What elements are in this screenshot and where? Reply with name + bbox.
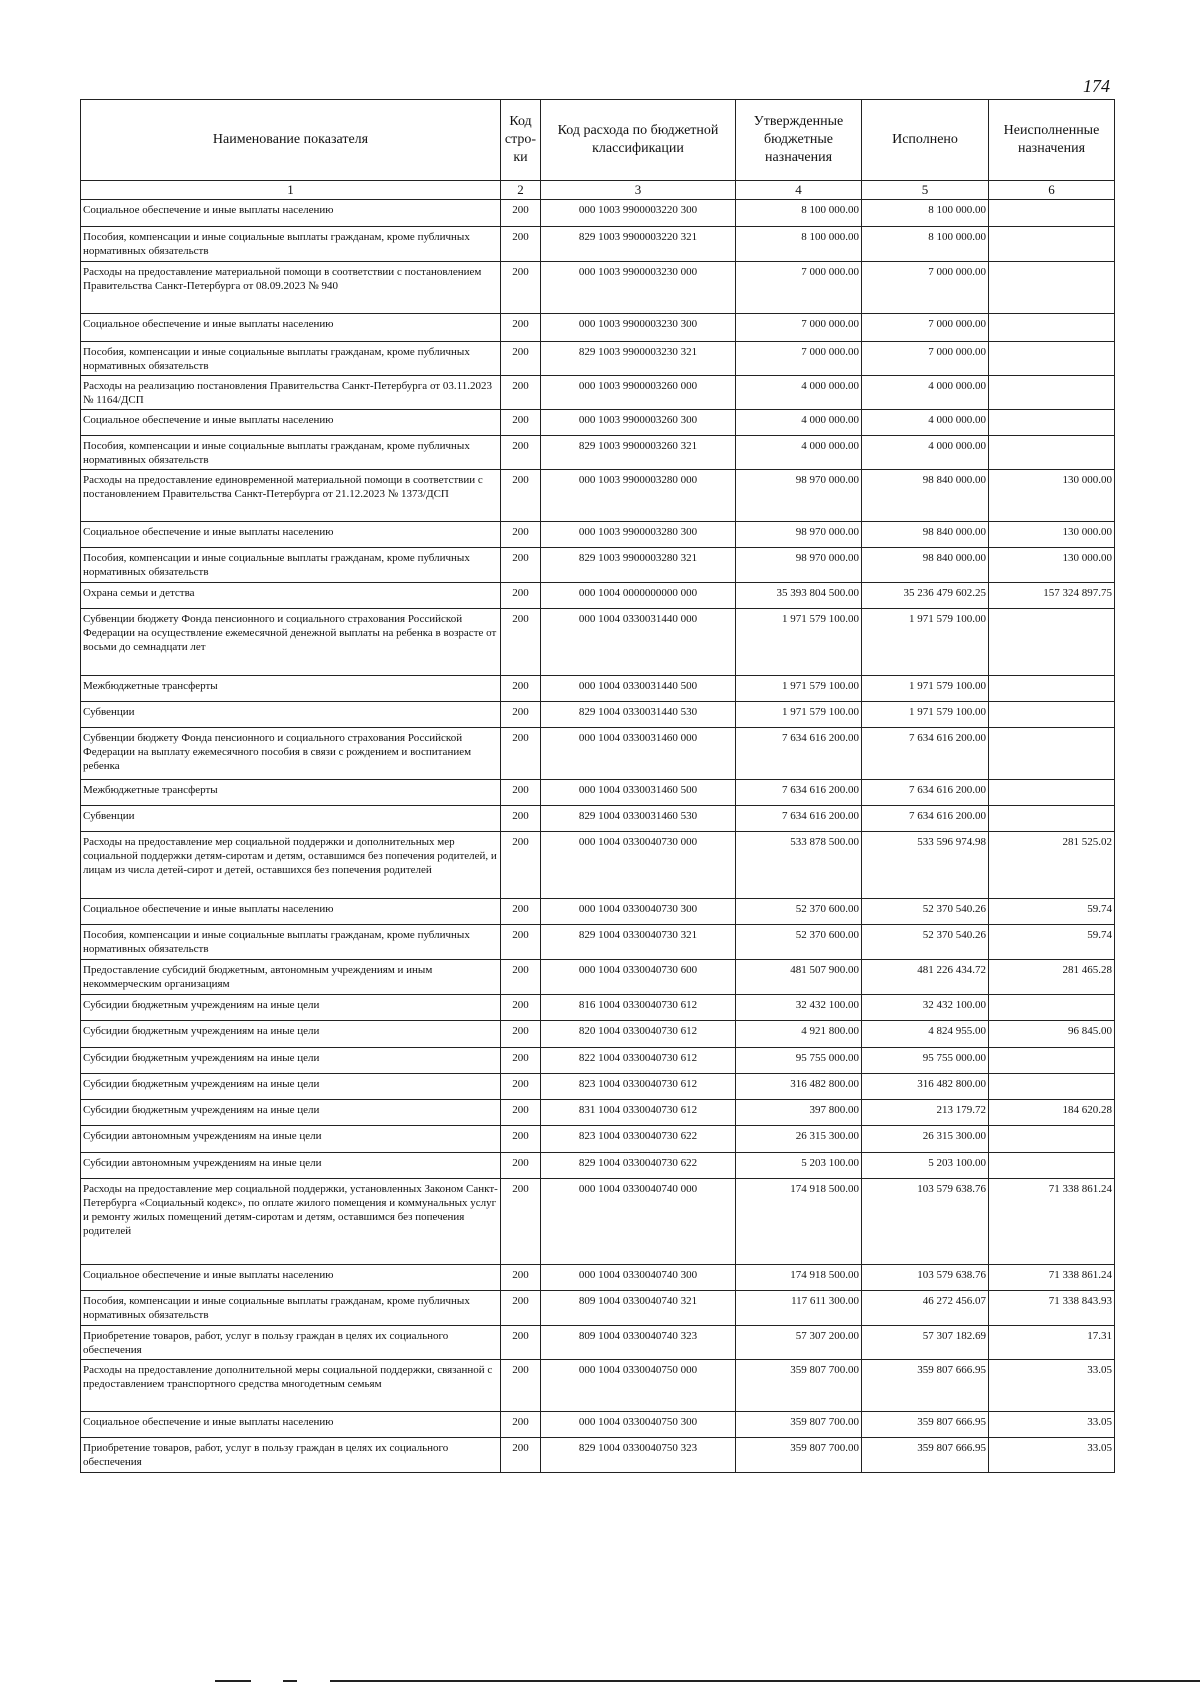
- approved-amount-cell: 32 432 100.00: [736, 995, 862, 1021]
- executed-amount-cell: 359 807 666.95: [862, 1360, 989, 1412]
- table-row: [81, 470, 1115, 522]
- column-number: 3: [541, 181, 736, 200]
- unexecuted-amount-cell: [989, 676, 1115, 702]
- approved-amount-cell: 7 634 616 200.00: [736, 806, 862, 832]
- line-code-cell: 200: [501, 436, 541, 470]
- budget-code-cell: 809 1004 0330040740 321: [541, 1291, 736, 1326]
- bottom-mark: [283, 1680, 297, 1682]
- executed-amount-cell: 57 307 182.69: [862, 1326, 989, 1360]
- executed-amount-cell: 481 226 434.72: [862, 960, 989, 995]
- unexecuted-amount-cell: 96 845.00: [989, 1021, 1115, 1048]
- table-row: [81, 676, 1115, 702]
- unexecuted-amount-cell: [989, 410, 1115, 436]
- line-code-cell: 200: [501, 1100, 541, 1126]
- unexecuted-amount-cell: [989, 200, 1115, 227]
- approved-amount-cell: 7 634 616 200.00: [736, 728, 862, 780]
- budget-code-cell: 000 1004 0330040730 000: [541, 832, 736, 899]
- column-number: 6: [989, 181, 1115, 200]
- bottom-rule: [330, 1680, 1200, 1682]
- indicator-name-cell: Межбюджетные трансферты: [81, 780, 501, 806]
- executed-amount-cell: 35 236 479 602.25: [862, 583, 989, 609]
- approved-amount-cell: 4 000 000.00: [736, 376, 862, 410]
- unexecuted-amount-cell: [989, 728, 1115, 780]
- approved-amount-cell: 7 000 000.00: [736, 262, 862, 314]
- budget-execution-table: [80, 99, 1115, 1473]
- header-approved: Утвержденные бюджетные назначения: [736, 100, 862, 181]
- table-row: [81, 995, 1115, 1021]
- line-code-cell: 200: [501, 200, 541, 227]
- unexecuted-amount-cell: [989, 436, 1115, 470]
- table-row: [81, 262, 1115, 314]
- line-code-cell: 200: [501, 925, 541, 960]
- header-unexecuted: Неисполненные назначения: [989, 100, 1115, 181]
- indicator-name-cell: Социальное обеспечение и иные выплаты населению: [81, 314, 501, 342]
- table-row: [81, 925, 1115, 960]
- executed-amount-cell: 52 370 540.26: [862, 899, 989, 925]
- budget-code-cell: 000 1004 0330040750 000: [541, 1360, 736, 1412]
- indicator-name-cell: Социальное обеспечение и иные выплаты населению: [81, 1412, 501, 1438]
- indicator-name-cell: Приобретение товаров, работ, услуг в пользу граждан в целях их социального обеспечения: [81, 1326, 501, 1360]
- budget-code-cell: 000 1003 9900003280 300: [541, 522, 736, 548]
- table-row: [81, 1412, 1115, 1438]
- executed-amount-cell: 4 000 000.00: [862, 410, 989, 436]
- approved-amount-cell: 8 100 000.00: [736, 227, 862, 262]
- budget-code-cell: 829 1004 0330040750 323: [541, 1438, 736, 1473]
- unexecuted-amount-cell: 33.05: [989, 1360, 1115, 1412]
- line-code-cell: 200: [501, 1153, 541, 1179]
- approved-amount-cell: 359 807 700.00: [736, 1438, 862, 1473]
- indicator-name-cell: Расходы на предоставление дополнительной меры социальной поддержки, связанной с предоставлением транспортного средства многодетным семьям: [81, 1360, 501, 1412]
- budget-code-cell: 816 1004 0330040730 612: [541, 995, 736, 1021]
- line-code-cell: 200: [501, 899, 541, 925]
- line-code-cell: 200: [501, 728, 541, 780]
- budget-code-cell: 829 1004 0330040730 622: [541, 1153, 736, 1179]
- table-header-row: [81, 100, 1115, 181]
- unexecuted-amount-cell: [989, 806, 1115, 832]
- executed-amount-cell: 46 272 456.07: [862, 1291, 989, 1326]
- table-row: [81, 728, 1115, 780]
- approved-amount-cell: 174 918 500.00: [736, 1179, 862, 1265]
- table-row: [81, 522, 1115, 548]
- line-code-cell: 200: [501, 1326, 541, 1360]
- approved-amount-cell: 316 482 800.00: [736, 1074, 862, 1100]
- budget-code-cell: 000 1003 9900003220 300: [541, 200, 736, 227]
- unexecuted-amount-cell: 130 000.00: [989, 522, 1115, 548]
- budget-code-cell: 829 1003 9900003230 321: [541, 342, 736, 376]
- budget-code-cell: 000 1004 0000000000 000: [541, 583, 736, 609]
- table-row: [81, 960, 1115, 995]
- unexecuted-amount-cell: [989, 1048, 1115, 1074]
- header-indicator-name: Наименование показателя: [81, 100, 501, 181]
- executed-amount-cell: 5 203 100.00: [862, 1153, 989, 1179]
- line-code-cell: 200: [501, 609, 541, 676]
- approved-amount-cell: 4 921 800.00: [736, 1021, 862, 1048]
- line-code-cell: 200: [501, 995, 541, 1021]
- table-row: [81, 1326, 1115, 1360]
- budget-code-cell: 820 1004 0330040730 612: [541, 1021, 736, 1048]
- line-code-cell: 200: [501, 832, 541, 899]
- approved-amount-cell: 95 755 000.00: [736, 1048, 862, 1074]
- executed-amount-cell: 32 432 100.00: [862, 995, 989, 1021]
- approved-amount-cell: 57 307 200.00: [736, 1326, 862, 1360]
- line-code-cell: 200: [501, 342, 541, 376]
- approved-amount-cell: 1 971 579 100.00: [736, 676, 862, 702]
- approved-amount-cell: 98 970 000.00: [736, 470, 862, 522]
- budget-code-cell: 823 1004 0330040730 622: [541, 1126, 736, 1153]
- approved-amount-cell: 1 971 579 100.00: [736, 609, 862, 676]
- line-code-cell: 200: [501, 960, 541, 995]
- table-row: [81, 410, 1115, 436]
- executed-amount-cell: 213 179.72: [862, 1100, 989, 1126]
- executed-amount-cell: 7 000 000.00: [862, 314, 989, 342]
- unexecuted-amount-cell: 71 338 861.24: [989, 1179, 1115, 1265]
- unexecuted-amount-cell: [989, 227, 1115, 262]
- budget-code-cell: 809 1004 0330040740 323: [541, 1326, 736, 1360]
- unexecuted-amount-cell: [989, 1153, 1115, 1179]
- executed-amount-cell: 1 971 579 100.00: [862, 609, 989, 676]
- table-row: [81, 376, 1115, 410]
- executed-amount-cell: 52 370 540.26: [862, 925, 989, 960]
- executed-amount-cell: 316 482 800.00: [862, 1074, 989, 1100]
- approved-amount-cell: 533 878 500.00: [736, 832, 862, 899]
- table-row: [81, 806, 1115, 832]
- unexecuted-amount-cell: 33.05: [989, 1438, 1115, 1473]
- unexecuted-amount-cell: 281 525.02: [989, 832, 1115, 899]
- indicator-name-cell: Субсидии бюджетным учреждениям на иные цели: [81, 1021, 501, 1048]
- line-code-cell: 200: [501, 522, 541, 548]
- table-row: [81, 342, 1115, 376]
- table-row: [81, 702, 1115, 728]
- executed-amount-cell: 98 840 000.00: [862, 548, 989, 583]
- table-row: [81, 436, 1115, 470]
- budget-code-cell: 000 1004 0330031440 500: [541, 676, 736, 702]
- indicator-name-cell: Предоставление субсидий бюджетным, автономным учреждениям и иным некоммерческим организациям: [81, 960, 501, 995]
- unexecuted-amount-cell: [989, 342, 1115, 376]
- executed-amount-cell: 7 634 616 200.00: [862, 806, 989, 832]
- executed-amount-cell: 95 755 000.00: [862, 1048, 989, 1074]
- line-code-cell: 200: [501, 780, 541, 806]
- indicator-name-cell: Субвенции: [81, 806, 501, 832]
- executed-amount-cell: 359 807 666.95: [862, 1438, 989, 1473]
- executed-amount-cell: 8 100 000.00: [862, 227, 989, 262]
- indicator-name-cell: Пособия, компенсации и иные социальные выплаты гражданам, кроме публичных нормативных обязательств: [81, 436, 501, 470]
- table-row: [81, 1153, 1115, 1179]
- line-code-cell: 200: [501, 676, 541, 702]
- line-code-cell: 200: [501, 227, 541, 262]
- executed-amount-cell: 533 596 974.98: [862, 832, 989, 899]
- indicator-name-cell: Субсидии бюджетным учреждениям на иные цели: [81, 995, 501, 1021]
- budget-code-cell: 822 1004 0330040730 612: [541, 1048, 736, 1074]
- budget-code-cell: 823 1004 0330040730 612: [541, 1074, 736, 1100]
- table-row: [81, 780, 1115, 806]
- executed-amount-cell: 7 000 000.00: [862, 262, 989, 314]
- unexecuted-amount-cell: [989, 376, 1115, 410]
- executed-amount-cell: 1 971 579 100.00: [862, 702, 989, 728]
- table-row: [81, 1048, 1115, 1074]
- line-code-cell: 200: [501, 1048, 541, 1074]
- unexecuted-amount-cell: [989, 609, 1115, 676]
- approved-amount-cell: 98 970 000.00: [736, 548, 862, 583]
- table-row: [81, 1100, 1115, 1126]
- executed-amount-cell: 4 000 000.00: [862, 436, 989, 470]
- indicator-name-cell: Социальное обеспечение и иные выплаты населению: [81, 200, 501, 227]
- executed-amount-cell: 7 634 616 200.00: [862, 780, 989, 806]
- approved-amount-cell: 1 971 579 100.00: [736, 702, 862, 728]
- budget-code-cell: 829 1004 0330031440 530: [541, 702, 736, 728]
- budget-code-cell: 000 1003 9900003280 000: [541, 470, 736, 522]
- approved-amount-cell: 52 370 600.00: [736, 925, 862, 960]
- indicator-name-cell: Пособия, компенсации и иные социальные выплаты гражданам, кроме публичных нормативных обязательств: [81, 548, 501, 583]
- executed-amount-cell: 4 824 955.00: [862, 1021, 989, 1048]
- column-number: 2: [501, 181, 541, 200]
- line-code-cell: 200: [501, 376, 541, 410]
- indicator-name-cell: Пособия, компенсации и иные социальные выплаты гражданам, кроме публичных нормативных обязательств: [81, 342, 501, 376]
- unexecuted-amount-cell: 33.05: [989, 1412, 1115, 1438]
- approved-amount-cell: 117 611 300.00: [736, 1291, 862, 1326]
- indicator-name-cell: Пособия, компенсации и иные социальные выплаты гражданам, кроме публичных нормативных обязательств: [81, 227, 501, 262]
- line-code-cell: 200: [501, 806, 541, 832]
- unexecuted-amount-cell: [989, 1126, 1115, 1153]
- column-number: 1: [81, 181, 501, 200]
- table-row: [81, 609, 1115, 676]
- table-row: [81, 548, 1115, 583]
- unexecuted-amount-cell: 130 000.00: [989, 470, 1115, 522]
- approved-amount-cell: 359 807 700.00: [736, 1412, 862, 1438]
- unexecuted-amount-cell: 59.74: [989, 899, 1115, 925]
- line-code-cell: 200: [501, 1126, 541, 1153]
- approved-amount-cell: 481 507 900.00: [736, 960, 862, 995]
- indicator-name-cell: Субвенции бюджету Фонда пенсионного и социального страхования Российской Федерации на выплату ежемесячного пособия в связи с рождением и воспитанием ребенка: [81, 728, 501, 780]
- indicator-name-cell: Расходы на предоставление мер социальной поддержки, установленных Законом Санкт-Петербурга «Социальный кодекс», по оплате жилого помещения и коммунальных услуг и ремонту жилых помещений детям-сиротам и детям, оставшимся без попечения родителей: [81, 1179, 501, 1265]
- budget-code-cell: 000 1004 0330040740 000: [541, 1179, 736, 1265]
- indicator-name-cell: Социальное обеспечение и иные выплаты населению: [81, 1265, 501, 1291]
- unexecuted-amount-cell: [989, 995, 1115, 1021]
- table-row: [81, 1126, 1115, 1153]
- budget-code-cell: 000 1003 9900003230 300: [541, 314, 736, 342]
- unexecuted-amount-cell: [989, 314, 1115, 342]
- executed-amount-cell: 103 579 638.76: [862, 1179, 989, 1265]
- table-body: [81, 181, 1115, 1473]
- approved-amount-cell: 98 970 000.00: [736, 522, 862, 548]
- line-code-cell: 200: [501, 1021, 541, 1048]
- bottom-mark: [215, 1680, 251, 1682]
- indicator-name-cell: Социальное обеспечение и иные выплаты населению: [81, 522, 501, 548]
- header-executed: Исполнено: [862, 100, 989, 181]
- column-number: 5: [862, 181, 989, 200]
- table-row: [81, 227, 1115, 262]
- executed-amount-cell: 359 807 666.95: [862, 1412, 989, 1438]
- line-code-cell: 200: [501, 1179, 541, 1265]
- header-budget-code: Код расхода по бюджетной классификации: [541, 100, 736, 181]
- executed-amount-cell: 98 840 000.00: [862, 522, 989, 548]
- indicator-name-cell: Расходы на предоставление мер социальной поддержки и дополнительных мер социальной поддержки детям-сиротам и детям, оставшимся без попечения родителей, и лицам из числа детей-сирот и детей, оставшихся без попечения родителей: [81, 832, 501, 899]
- executed-amount-cell: 7 000 000.00: [862, 342, 989, 376]
- approved-amount-cell: 26 315 300.00: [736, 1126, 862, 1153]
- approved-amount-cell: 35 393 804 500.00: [736, 583, 862, 609]
- table-row: [81, 583, 1115, 609]
- line-code-cell: 200: [501, 410, 541, 436]
- table-row: [81, 1291, 1115, 1326]
- budget-code-cell: 000 1004 0330040750 300: [541, 1412, 736, 1438]
- line-code-cell: 200: [501, 1412, 541, 1438]
- indicator-name-cell: Межбюджетные трансферты: [81, 676, 501, 702]
- indicator-name-cell: Субсидии автономным учреждениям на иные цели: [81, 1153, 501, 1179]
- indicator-name-cell: Охрана семьи и детства: [81, 583, 501, 609]
- indicator-name-cell: Социальное обеспечение и иные выплаты населению: [81, 899, 501, 925]
- unexecuted-amount-cell: 157 324 897.75: [989, 583, 1115, 609]
- line-code-cell: 200: [501, 702, 541, 728]
- table-row: [81, 899, 1115, 925]
- budget-code-cell: 000 1003 9900003260 000: [541, 376, 736, 410]
- budget-code-cell: 831 1004 0330040730 612: [541, 1100, 736, 1126]
- executed-amount-cell: 1 971 579 100.00: [862, 676, 989, 702]
- indicator-name-cell: Субсидии бюджетным учреждениям на иные цели: [81, 1100, 501, 1126]
- budget-code-cell: 000 1004 0330031440 000: [541, 609, 736, 676]
- page-number: 174: [1083, 76, 1110, 96]
- unexecuted-amount-cell: [989, 262, 1115, 314]
- indicator-name-cell: Субсидии бюджетным учреждениям на иные цели: [81, 1074, 501, 1100]
- line-code-cell: 200: [501, 314, 541, 342]
- indicator-name-cell: Расходы на предоставление материальной помощи в соответствии с постановлением Правительства Санкт-Петербурга от 08.09.2023 № 940: [81, 262, 501, 314]
- budget-code-cell: 829 1004 0330031460 530: [541, 806, 736, 832]
- executed-amount-cell: 26 315 300.00: [862, 1126, 989, 1153]
- unexecuted-amount-cell: [989, 1074, 1115, 1100]
- column-number: 4: [736, 181, 862, 200]
- budget-code-cell: 829 1003 9900003280 321: [541, 548, 736, 583]
- unexecuted-amount-cell: 59.74: [989, 925, 1115, 960]
- executed-amount-cell: 8 100 000.00: [862, 200, 989, 227]
- indicator-name-cell: Социальное обеспечение и иные выплаты населению: [81, 410, 501, 436]
- unexecuted-amount-cell: 71 338 843.93: [989, 1291, 1115, 1326]
- indicator-name-cell: Расходы на реализацию постановления Правительства Санкт-Петербурга от 03.11.2023 № 1164/ДСП: [81, 376, 501, 410]
- budget-code-cell: 000 1003 9900003230 000: [541, 262, 736, 314]
- approved-amount-cell: 5 203 100.00: [736, 1153, 862, 1179]
- line-code-cell: 200: [501, 583, 541, 609]
- table-row: [81, 1179, 1115, 1265]
- line-code-cell: 200: [501, 1360, 541, 1412]
- table-row: [81, 1438, 1115, 1473]
- line-code-cell: 200: [501, 1265, 541, 1291]
- table-row: [81, 1360, 1115, 1412]
- indicator-name-cell: Расходы на предоставление единовременной материальной помощи в соответствии с постановлением Правительства Санкт-Петербурга от 21.12.2023 № 1373/ДСП: [81, 470, 501, 522]
- line-code-cell: 200: [501, 470, 541, 522]
- unexecuted-amount-cell: 184 620.28: [989, 1100, 1115, 1126]
- approved-amount-cell: 7 634 616 200.00: [736, 780, 862, 806]
- approved-amount-cell: 359 807 700.00: [736, 1360, 862, 1412]
- budget-code-cell: 000 1004 0330040740 300: [541, 1265, 736, 1291]
- approved-amount-cell: 7 000 000.00: [736, 314, 862, 342]
- approved-amount-cell: 397 800.00: [736, 1100, 862, 1126]
- table-row: [81, 1074, 1115, 1100]
- approved-amount-cell: 52 370 600.00: [736, 899, 862, 925]
- header-line-code: Код стро- ки: [501, 100, 541, 181]
- executed-amount-cell: 98 840 000.00: [862, 470, 989, 522]
- indicator-name-cell: Субвенции: [81, 702, 501, 728]
- table-row: [81, 314, 1115, 342]
- line-code-cell: 200: [501, 262, 541, 314]
- unexecuted-amount-cell: 281 465.28: [989, 960, 1115, 995]
- budget-code-cell: 829 1003 9900003260 321: [541, 436, 736, 470]
- unexecuted-amount-cell: 130 000.00: [989, 548, 1115, 583]
- indicator-name-cell: Субсидии бюджетным учреждениям на иные цели: [81, 1048, 501, 1074]
- table-row: [81, 832, 1115, 899]
- unexecuted-amount-cell: 71 338 861.24: [989, 1265, 1115, 1291]
- approved-amount-cell: 4 000 000.00: [736, 410, 862, 436]
- executed-amount-cell: 7 634 616 200.00: [862, 728, 989, 780]
- approved-amount-cell: 4 000 000.00: [736, 436, 862, 470]
- line-code-cell: 200: [501, 1291, 541, 1326]
- indicator-name-cell: Пособия, компенсации и иные социальные выплаты гражданам, кроме публичных нормативных обязательств: [81, 1291, 501, 1326]
- unexecuted-amount-cell: [989, 702, 1115, 728]
- line-code-cell: 200: [501, 1074, 541, 1100]
- indicator-name-cell: Субвенции бюджету Фонда пенсионного и социального страхования Российской Федерации на осуществление ежемесячной денежной выплаты на ребенка в возрасте от восьми до семнадцати лет: [81, 609, 501, 676]
- unexecuted-amount-cell: [989, 780, 1115, 806]
- table-row: [81, 200, 1115, 227]
- budget-code-cell: 829 1004 0330040730 321: [541, 925, 736, 960]
- approved-amount-cell: 174 918 500.00: [736, 1265, 862, 1291]
- budget-code-cell: 000 1004 0330031460 000: [541, 728, 736, 780]
- approved-amount-cell: 8 100 000.00: [736, 200, 862, 227]
- budget-code-cell: 000 1004 0330040730 300: [541, 899, 736, 925]
- indicator-name-cell: Приобретение товаров, работ, услуг в пользу граждан в целях их социального обеспечения: [81, 1438, 501, 1473]
- indicator-name-cell: Субсидии автономным учреждениям на иные цели: [81, 1126, 501, 1153]
- table-row: [81, 1021, 1115, 1048]
- line-code-cell: 200: [501, 548, 541, 583]
- budget-code-cell: 829 1003 9900003220 321: [541, 227, 736, 262]
- indicator-name-cell: Пособия, компенсации и иные социальные выплаты гражданам, кроме публичных нормативных обязательств: [81, 925, 501, 960]
- budget-code-cell: 000 1004 0330040730 600: [541, 960, 736, 995]
- executed-amount-cell: 103 579 638.76: [862, 1265, 989, 1291]
- budget-code-cell: 000 1004 0330031460 500: [541, 780, 736, 806]
- line-code-cell: 200: [501, 1438, 541, 1473]
- column-number-row: [81, 181, 1115, 200]
- table-row: [81, 1265, 1115, 1291]
- unexecuted-amount-cell: 17.31: [989, 1326, 1115, 1360]
- budget-code-cell: 000 1003 9900003260 300: [541, 410, 736, 436]
- approved-amount-cell: 7 000 000.00: [736, 342, 862, 376]
- executed-amount-cell: 4 000 000.00: [862, 376, 989, 410]
